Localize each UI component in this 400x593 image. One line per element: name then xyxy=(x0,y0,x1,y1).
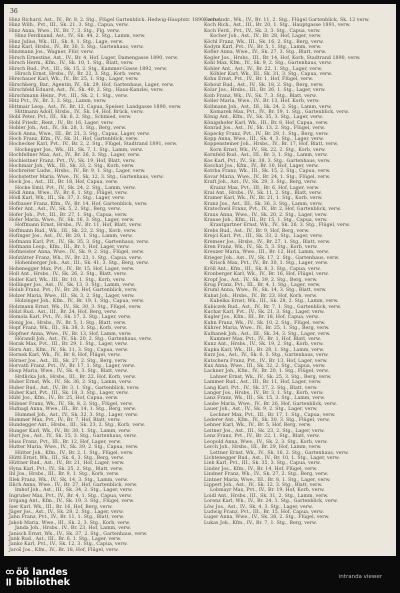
directory-entry: König Ant., Kfm., IV., Sk. 35, 3. Stg., Lager, verw. xyxy=(204,115,324,121)
directory-entry: Honig Jos., Hrsbs., IV., Br. 5, 1. Stg., Blatt, verw. xyxy=(9,320,127,326)
directory-entry: Lauer Joh., Ast., IV., Sk. 9, 2. Stg., Lager, verw. xyxy=(204,407,318,413)
directory-entry: Hofmann Karl, Pvt., IV., Sk. 35, 3. Stg., Gartenhaus, verw. xyxy=(9,239,150,245)
directory-entry: Koppensteiner Joh., Hrsbs., IV., Br. 17, Hof, Blatt, verw. xyxy=(204,142,339,148)
directory-entry: Hohenberger Joh., Ast., III., Sk. 41, 3. Stg., Berg, verw. xyxy=(15,261,150,267)
directory-entry: Hopfner Anna, Wwe., IV., Br. 13, Hof, Lamm, verw. xyxy=(9,331,132,337)
directory-entry: Hundegger Ant., Hrsbs., III., Sk. 23, 2. Stg., Korb, verw. xyxy=(9,423,146,429)
directory-entry: Kramer Karl, Wk., IV., Br. 21, 1. Stg., Korb, verw. xyxy=(204,196,323,202)
directory-entry: Kux Anna, Wwe., III., Sk. 32, 2. Stg., Capua, verw. xyxy=(204,364,326,369)
directory-entry: Koch Andr., Wk., IV., Br. 11, 2. Stg., Flügel Gartenblick, Sk. 12 verw. xyxy=(204,18,370,23)
directory-entry: Lorenz Karl, Wk., IV., Br. 24, 1. Stg., Gartenblick, verw. xyxy=(204,499,338,505)
directory-entry: Hollinger Jos., Ast., IV., Sk. 13, 3. Stg., Lamm, verw. xyxy=(9,282,136,288)
directory-entry: Kulhanek Joh., Ast., III., Sk. 34, 3. Stg., Lager, verw. xyxy=(204,331,331,337)
directory-entry: Luger Anna, Wwe., IV., Sk. 38, 2. Stg., Flügel, verw. xyxy=(204,515,330,521)
directory-entry: Hinz Karl, Hrsbs., IV., Br. 30, 3. Stg., Gartenhaus, verw. xyxy=(9,45,144,51)
directory-entry: Hochreiter Ludw., Hrsbs., IV., Br. 9, 1. Stg., Lager, verw. xyxy=(9,169,146,175)
directory-entry: Hüttner Rud., Ast., IV., Br. 21, Hof, Lager, verw. xyxy=(9,461,125,467)
directory-entry: Koch Rich., Ast., III., Br. 20, 1. Stg., Hauptgasse 1891, verw. xyxy=(204,23,351,29)
directory-entry: Hofstätter Franz, Wk., IV., Br. 23, 1. Stg., Capua, verw. xyxy=(9,255,143,261)
directory-entry: Hölzl Rud., Ast., III., Br. 24, Hof, Berg, verw. xyxy=(9,309,118,315)
directory-entry: Hrdlicka Joh., Hrsbs., III., Br. 22, Hof, Korb, verw. xyxy=(15,374,137,380)
directory-entry: Langer Jos., Hrsbs., IV., Br. 3, 1. Stg., Korb, verw. xyxy=(204,391,324,397)
directory-entry: Hochegger Jos., Wk., III., Sk. 7, 1. Stg., Lamm, verw. xyxy=(15,147,144,153)
directory-entry: Kraus Anna, Wwe., IV., Sk. 20, 2. Stg., Lager, verw. xyxy=(204,212,328,218)
directory-entry: Hinz Richard, Ast., IV., Br. 8, 2. Stg., Flügel Gartenblick. Hedwig-Hauptstr. 1890, verw. xyxy=(9,18,221,23)
directory-entry: Ingruber Max, Pvt., IV., Br. 4, 1. Stg., Capua, verw. xyxy=(9,493,132,499)
directory-entry: Korn Ernst, Wk., IV., Sk. 22, 2. Stg., Korb, verw. xyxy=(210,147,326,153)
directory-entry: Lieb Karl, Pvt., III., Sk. 35, 3. Stg., Capua, verw. xyxy=(204,461,321,467)
directory-entry: Hittmann Adolf, Hrsbs., IV., Sk. 14, Hof, Brück, verw. xyxy=(15,109,144,115)
directory-entry: Lechner Max, Pvt., III., Br. 17, 1. Stg., Capua, verw. xyxy=(210,412,336,418)
directory-entry: Homola Karl, Pvt., IV., Sk. 17, 2. Stg., Lager, verw. xyxy=(9,315,132,321)
directory-entry: Leitner Jos., Ast., III., Sk. 23, 2. Stg., Lager, verw. xyxy=(204,428,325,434)
directory-entry: Hirschauer Karl, Wk., IV., Br. 25, 1. Stg., Lager, verw. xyxy=(9,77,139,83)
directory-entry: Löw Jos., Ast., IV., Sk. 4, 3. Stg., Lager, verw. xyxy=(204,504,314,510)
directory-entry: Jahn Franz, Pvt., IV., Br. 11, 1. Stg., Blatt, verw. xyxy=(9,515,125,521)
directory-entry: Königshofer Karl, Wk., III., Br. 8, Hof, Capua, verw. xyxy=(204,120,329,126)
directory-entry: Kreuzer Maria, Wwe., III., Br. 12, Hof, Lamm, verw. xyxy=(204,250,330,256)
directory-entry: Hirschmann Heinr., Pvt., III., Sk. 2, 1. Stg., verw. xyxy=(9,93,129,99)
directory-entry: Lettner Ernst, Wk., IV., Sk. 16, 2. Stg., Gartenhaus, verw. xyxy=(210,450,349,456)
directory-entry: Lehner Karl, Wk., IV., Br. 5, Hof, Berg, verw. xyxy=(204,423,312,429)
directory-entry: Lindner Franz, Wk., IV., Sk. 27, 2. Stg., Berg, verw. xyxy=(204,472,329,478)
directory-entry: Ludwig Franz, Pvt., III., Br. 15, Hof, Capua, verw. xyxy=(204,509,324,515)
directory-entry: Hirsch Ernst, Hrsbs., IV., Br. 22, 3. Stg., Korb, verw. xyxy=(15,72,142,78)
directory-entry: Hosp Maria, Wwe., IV., Sk. 4, 3. Stg., Blatt, verw. xyxy=(9,369,129,375)
directory-entry: Kronberger Karl, Wk., IV., Br. 16, Hof, Flügel, verw. xyxy=(204,272,329,278)
directory-entry: Kührer Maria, Wwe., IV., Br. 25, 1. Stg., Berg, verw. xyxy=(204,326,330,332)
directory-entry: Hoffmann Ernst, Hrsbs., IV., Br. 11, Hof, Blatt, verw. xyxy=(15,223,142,229)
directory-entry: Hopf Franz, Wk., III., Sk. 38, 3. Stg., Korb, verw. xyxy=(9,326,128,332)
directory-entry: Hinz Julius, Wk., III., Sk. 8, 1. Stg., Lage, verw. xyxy=(9,39,124,45)
directory-entry: Horak Max, Pvt., III., Br. 29, 1. Stg., Lager, verw. xyxy=(9,342,128,348)
directory-entry: Krebs Rud., Ast., IV., Br. 9, Hof, Berg, verw. xyxy=(204,228,310,234)
directory-entry: Kruml Anna, Wwe., IV., Sk. 14, 3. Stg., Blatt, verw. xyxy=(204,288,327,294)
directory-entry: Hirschberg, Bar., Agentin, IV., Sk. 29, Hof, Gartenhaus, Lager, verw. xyxy=(9,82,175,88)
directory-entry: Iser Karl, Wk., III., Br. 16, Hof, Berg, verw. xyxy=(9,504,113,510)
directory-entry: Holl Ant., Hrsbs., IV., Sk. 26, 2. Stg., Blatt, verw. xyxy=(9,272,127,278)
directory-entry: Hübl Jos., Kfm., IV., Br. 25, Hof, Capua, verw. xyxy=(9,396,119,402)
directory-entry: Krautgartner Ernst, Wk., IV., Sk. 26, 3. Stg., Flügel, verw. xyxy=(210,223,350,229)
directory-entry: Jank Rud., Ast., III., Br. 6, 1. Stg., Lager, verw. xyxy=(9,537,122,542)
directory-entry: Hock Jos., Ast., III., Br. 18, Hof, Capua, verw. xyxy=(9,180,119,186)
directory-entry: Konrad Jos., Ast., IV., Sk. 13, 2. Stg., Flügel, verw. xyxy=(204,126,326,132)
directory-entry: Irrgang Ant., Kfm., IV., Sk. 19, 3. Stg., Flügel, verw. xyxy=(9,499,135,505)
directory-entry: Kral Ant., Hrsbs., IV., Sk. 11, 2. Stg., Blatt, verw. xyxy=(204,191,323,196)
directory-entry: Hummer Max, Pvt., IV., Br. 7, Hof, Blatt, verw. xyxy=(9,418,121,424)
directory-entry: Hutter Maria, Wwe., IV., Sk. 39, 2. Stg., Capua, verw. xyxy=(9,445,139,451)
directory-entry: Lichtenegger Rud., Ast., IV., Br. 10, 1. Stg., Lager, verw. xyxy=(204,455,340,461)
directory-entry: Kubiczek Rud., Ast., IV., Br. 7, 1. Stg., Gartenblick, verw. xyxy=(204,304,342,310)
directory-entry: Hocke Emil, Pvt., IV., Sk. 24, 2. Stg., Lamm, verw. xyxy=(15,185,136,191)
directory-entry: Kovar Maria, Wwe., IV., Br. 24, 1. Stg., Flügel, verw. xyxy=(204,174,331,180)
directory-entry: Hofer Joh., Pvt., III., Br. 27, 1. Stg., Capua, verw. xyxy=(9,212,128,218)
directory-entry: Kuchar Karl, Pvt., IV., Sk. 21, 3. Stg., Lager, verw. xyxy=(204,309,325,315)
page-number: 36 xyxy=(10,8,18,15)
directory-entry: Hofmeister Anna, Wwe., IV., Sk. 9, 2. Stg., Flügel, verw. xyxy=(9,250,145,256)
directory-entry: Hochleitner Franz, Pvt., IV., Sk. 19, Hof, Blatt, verw. xyxy=(9,158,136,164)
directory-entry: Hochfellner Max, Ast., IV., Br. 26, 3. Stg., Lager, verw. xyxy=(9,153,141,159)
directory-entry: Holzer Maria, Wwe., III., Sk. 3, 2. Stg., Lager, verw. xyxy=(9,293,135,299)
directory-entry: Hornek Karl, Wk., IV., Br. 8, Hof, Flügel, verw. xyxy=(9,353,121,359)
directory-entry: Hittmair Leop., Ast., IV., Br. 12, Capua, Speiser, Landgasse 1890, verw. xyxy=(9,104,182,110)
directory-entry: Kohout Rud., Ast., IV., Sk. 18, 2. Stg., Berg, verw. xyxy=(204,82,324,88)
left-column xyxy=(9,18,221,553)
directory-entry: Hirschfeld Eduard, Ast., IV., Sk. 40, 2. Stg., Haus-Kanzlei, verw. xyxy=(9,88,164,94)
directory-entry: Hödl Anna, Wwe., IV., Br. 6, 1. Stg., Flügel, verw. xyxy=(9,191,128,196)
directory-entry: Kollmann Joh., Ast., III., Sk. 24, 2. Stg., Lamm, verw. xyxy=(204,104,332,110)
directory-entry: Hirsch Rud., Pvt., III., Sk. 15, 2. Stg., Kammer-Gasse 1892, verw. xyxy=(9,66,168,72)
directory-entry: Hofbauer Franz, Kfm., IV., Br. 14, Hof, Gartenblick, verw. xyxy=(9,201,148,207)
directory-entry: Hofmann Leop., Kfm., III., Br. 1, Hof, Lager, verw. xyxy=(9,245,130,251)
directory-entry: Hyna Karl, Pvt., IV., Sk. 25, 2. Stg., Blatt, verw. xyxy=(9,466,124,472)
directory-entry: Kornfeld Rud., Ast., III., Br. 3, 1. Stg., Lamm, verw. xyxy=(204,153,328,159)
directory-entry: Illich Anna, Wwe., IV., Br. 27, Hof, Gartenblick, verw. xyxy=(9,482,138,488)
directory-entry: Kren Franz, Wk., IV., Sk. 5, 3. Stg., Korb, verw. xyxy=(204,245,318,251)
directory-entry: Krejci Karl, Pvt., III., Sk. 33, 2. Stg., Lager, verw. xyxy=(204,234,323,240)
directory-entry: Kolar Jos., Hrsbs., III., Br. 26, 1. Stg., Lager, verw. xyxy=(204,88,326,94)
directory-entry: Hofer Maria, Wwe., IV., Sk. 16, 3. Stg., Lager, verw. xyxy=(9,218,135,224)
directory-entry: Köchl Franz, Wk., III., Sk. 16, 2. Stg., Berg, verw. xyxy=(204,39,324,45)
directory-entry: Hörner Jos., Ast., III., Sk. 27, 2. Stg., Berg, verw. xyxy=(9,358,128,364)
directory-entry: Linder Jos., Kfm., IV., Br. 14, Hof, Flügel, verw. xyxy=(204,466,318,472)
directory-entry: Kurz Jos., Ast., IV., Sk. 6, 3. Stg., Gartenhaus, verw. xyxy=(204,353,329,359)
directory-entry: Lobmayr Max, Pvt., IV., Br. 19, Hof, Korb, verw. xyxy=(210,488,325,494)
directory-entry: Hochecker Karl, Pvt., IV., Br. 2, 2. Stg., Flügel, Stadtrand 1891, verw. xyxy=(9,142,178,148)
directory-entry: Hirsch Ernestine, Ast., IV., Br. 4, Hof, Luger, Damengasse 1890, verw. xyxy=(9,55,179,61)
directory-entry: Hochmair Joh., Wk., III., Sk. 33, 2. Stg., Korb, verw. xyxy=(9,163,135,169)
directory-entry: Loidl Ant., Hrsbs., III., Sk. 31, 2. Stg., Lamm, verw. xyxy=(204,493,329,499)
directory-entry: Illek Franz, Wk., IV., Sk. 14, 3. Stg., Lamm, verw. xyxy=(9,477,129,483)
directory-entry: Janda Joh., Hrsbs., IV., Br. 23, Hof, Lamm, verw. xyxy=(15,526,132,532)
directory-entry: Jakob Maria, Wwe., III., Sk. 2, 3. Stg., Korb, verw. xyxy=(9,520,131,526)
directory-entry: Hödl Karl, Wk., III., Sk. 37, 3. Stg., Lager, verw. xyxy=(9,196,126,202)
directory-entry: Hoffmann Rud., Wk., III., Sk. 22, 2. Stg., Korb, verw. xyxy=(9,228,137,234)
directory-entry: Kummer Max, Pvt., IV., Br. 1, Hof, Blatt, verw. xyxy=(210,336,322,342)
directory-entry: Huss Franz, Pvt., III., Br. 12, Hof, Lager, verw. xyxy=(9,439,122,445)
directory-entry: Janisch Ernst, Wk., IV., Sk. 37, 2. Stg., Gartenhaus, verw. xyxy=(9,531,148,537)
directory-entry: Kopecky Franz, Pvt., IV., Br. 29, 1. Stg., Berg, verw. xyxy=(204,131,329,137)
directory-entry: Holler Karl, Wk., III., Br. 10, 1. Stg., Korb, verw. xyxy=(9,277,126,283)
directory-entry: Lintner Maria, Wwe., III., Br. 8, 1. Stg., Lager, verw. xyxy=(204,477,331,483)
directory-entry: Holub Franz, Pvt., IV., Br. 28, Hof, Gartenblick, verw. xyxy=(9,288,138,294)
directory-entry: Horn Ant., Kfm., IV., Sk. 11, 3. Stg., Capua, verw. xyxy=(9,347,129,353)
directory-entry: Hinz Ferdinand, Ast., IV., Sk. 44, 2. Stg., Lamm, verw. xyxy=(15,34,146,40)
directory-entry: Jäger Jos., Ast., IV., Sk. 28, 2. Stg., Lager, verw. xyxy=(9,509,124,515)
directory-entry: Kofler Anna, Wwe., IV., Sk. 27, 3. Stg., Blatt, verw. xyxy=(204,50,327,56)
directory-entry: Kutschera Franz, Pvt., IV., Br. 13, Hof, Lager, verw. xyxy=(204,358,328,364)
directory-entry: Hufnagl Anna, Wwe., III., Br. 14, 1. Stg., Berg, verw. xyxy=(9,407,137,413)
directory-entry: Hobl Friedr., Rent., IV., Br. 16, Lager, verw. xyxy=(9,120,114,126)
directory-entry: Hobler Joh., Ast., IV., Sk. 28, 1. Stg., Berg, verw. xyxy=(9,126,127,132)
directory-entry: Hütter Joh., Kfm., IV., Br. 2, 1. Stg., Flügel, verw. xyxy=(15,450,134,456)
directory-entry: Kratochwil Franz, Pvt., IV., Br. 2, Hof, Gartenblick, verw. xyxy=(204,207,342,213)
document-page xyxy=(4,4,396,556)
directory-entry: Hinz Wilh., Pvt., III., Sk. 21, 3. Stg., Capua, verw. xyxy=(9,23,129,29)
viewer-label: intranda viewer xyxy=(338,574,382,580)
directory-entry: Lenz Franz, Pvt., IV., Br. 22, 1. Stg., Blatt, verw. xyxy=(204,434,320,440)
directory-entry: Hitz Pvt., IV., Br. 3, 3. Stg., Lamm, verw. xyxy=(9,99,107,105)
directory-entry: Krug Franz, Pvt., III., Br. 4, 1. Stg., Lager, verw. xyxy=(204,282,321,288)
directory-entry: Kodym Karl, Pvt., IV., Br. 5, 1. Stg., Lamm, verw. xyxy=(204,45,322,51)
directory-entry: Hinz Anna, Wwe., IV., Br. 7, 3. Stg., Flg. verw. xyxy=(9,28,121,34)
directory-entry: Koch Ferd., Pvt., IV., Sk. 3, 3. Stg., Capua, verw. xyxy=(204,28,321,34)
directory-entry: Hinzmann Jos., Wagner, Flür, verw. xyxy=(9,50,94,56)
directory-entry: Kropf Jos., Ast., IV., Sk. 39, 2. Stg., Berg, verw. xyxy=(204,277,318,283)
directory-entry: Kunz Ant., Hrsbs., IV., Sk. 19, 2. Stg., Korb, verw. xyxy=(204,342,324,348)
directory-entry: Kocher Joh., Ast., IV., Br. 28, Hof, Lager, verw. xyxy=(210,34,322,40)
directory-entry: Kuhn Franz, Wk., IV., Sk. 10, 2. Stg., Flügel, verw. xyxy=(204,320,326,326)
directory-entry: Janko Karl, Pvt., IV., Sk. 12, 3. Stg., Capua, verw. xyxy=(9,542,128,548)
directory-entry: Holzmann Ernst, Wk., IV., Sk. 30, 3. Stg., Flügel, verw. xyxy=(9,304,142,310)
directory-entry: Hurt Jos., Ast., IV., Sk. 15, 3. Stg., Gartenhaus, verw. xyxy=(9,434,137,440)
directory-entry: Krieger Joh., Ast., IV., Sk. 17, 2. Stg., Gartenhaus, verw. xyxy=(204,255,340,261)
directory-entry: Kröll Ant., Kfm., III., Sk. 8, 3. Stg., Capua, verw. xyxy=(204,266,321,272)
directory-entry: Kolb Franz, Wk., IV., Sk. 7, 3. Stg., Blatt, verw. xyxy=(204,93,318,99)
directory-entry: Kremser Jos., Hrsbs., IV., Br. 27, 1. Stg., Blatt, verw. xyxy=(204,239,331,245)
directory-entry: Komarek Max, Pvt., IV., Br. 19, 1. Stg., Gartenblick, verw. xyxy=(210,109,350,115)
directory-entry: Hohenegger Max, Pvt., IV., Br. 15, Hof, Lager, verw. xyxy=(9,266,135,272)
directory-entry: Lederer Ant., Kfm., IV., Sk. 30, 3. Stg., Flügel, verw. xyxy=(204,418,331,424)
directory-entry: Kugler Jos., Kfm., III., Br. 18, Hof, Capua, verw. xyxy=(204,315,320,321)
directory-entry: Lanz Franz, Wk., III., Sk. 15, 3. Stg., Lamm, verw. xyxy=(204,396,326,402)
directory-entry: Ihl Jos., Hrsbs., III., Br. 9, 1. Stg., Korb, verw. xyxy=(9,472,120,478)
directory-entry: Lippert Joh., Ast., IV., Sk. 12, 3. Stg., Blatt, verw. xyxy=(204,482,323,488)
directory-entry: Hummel Joh., Ast., IV., Sk. 32, 3. Stg., Lager, verw. xyxy=(15,412,139,418)
directory-entry: Koschat Jos., Kfm., IV., Br. 10, Hof, Lager, verw. xyxy=(204,163,320,169)
directory-entry: Hofinger Jos., Ast., IV., Br. 20, 1. Stg., Lamm, verw. xyxy=(9,234,133,240)
directory-entry: Horvath Franz, Pvt., IV., Br. 17, 1. Stg., Lager, verw. xyxy=(9,364,136,369)
directory-entry: Hobl Peter, Pvt., III., Sk. 6, 2. Stg., Schmied, verw. xyxy=(9,115,132,121)
directory-entry: Kohn Ernst, Pvt., IV., Br. 1, Hof, Flügel, verw. xyxy=(204,77,314,83)
directory-entry: Lammer Rud., Ast., III., Br. 11, Hof, Lager, verw. xyxy=(204,380,322,386)
right-column xyxy=(204,18,392,526)
directory-entry: Kohler Ant., Ast., IV., Br. 22, 1. Stg., Lager, verw. xyxy=(204,66,323,72)
directory-entry: Hoch Anna, Wwe., III., Br. 21, 3. Stg., Capua, Lager, verw. xyxy=(9,131,151,137)
directory-entry: Huber Karl, Pvt., III., Sk. 18, 3. Stg., Lager, verw. xyxy=(9,391,129,397)
directory-entry: Lahner Ernst, Wk., IV., Sk. 25, 3. Stg., Berg, verw. xyxy=(210,374,332,380)
directory-entry: Kos Karl, Pvt., IV., Sk. 38, 3. Stg., Gartenhaus, verw. xyxy=(204,158,331,164)
directory-entry: Laube Maria, Wwe., IV., Br. 26, Hof, Gartenblick, verw. xyxy=(204,401,338,407)
directory-entry: Kupka Karl, Wk., III., Br. 28, 1. Stg., Lamm, verw. xyxy=(204,347,325,353)
directory-entry: Lang Karl, Pvt., IV., Sk. 37, 2. Stg., Blatt, verw. xyxy=(204,385,318,391)
directory-entry: Imhof Joh., Ast., III., Sk. 34, 2. Stg., Lager, verw. xyxy=(15,488,133,494)
logo-line-2: bibliothek xyxy=(16,577,70,588)
directory-entry: Hörandl Joh., Ast., IV., Sk. 20, 2. Stg., Gartenhaus, verw. xyxy=(15,336,152,342)
directory-entry: Huber Rud., Ast., IV., Br. 3, 1. Stg., Gartenblick, verw. xyxy=(9,385,140,391)
directory-entry: Jaroš Jos., Kfm., IV., Br. 18, Hof, Flügel, verw. xyxy=(9,547,119,553)
directory-entry: Hoch Franz, Kfm., IV., Sk. 31, Hof, Gartenblick, verw. xyxy=(9,136,139,142)
directory-entry: Köhler Karl, Wk., III., Sk. 31, 3. Stg., Capua, verw. xyxy=(210,72,333,78)
directory-entry: Kopp Anna, Wwe., III., Sk. 4, 3. Stg., Lager, verw. xyxy=(204,136,325,142)
directory-entry: Krause Joh., Kfm., III., Br. 15, 1. Stg., Capua, verw. xyxy=(204,218,328,224)
logo-line-1: öö landes xyxy=(16,567,68,578)
directory-entry: Lerch Joh., Hrsbs., III., Br. 29, Hof, Lamm, verw. xyxy=(204,445,322,451)
directory-entry: Kogler Jos., Hrsbs., III., Br. 14, Hof, Korb, Stadtrand 1890, verw. xyxy=(204,55,361,61)
directory-entry: Kohl Max, Kfm., IV., Sk. 9, 2. Stg., Gartenhaus, verw. xyxy=(204,61,332,67)
directory-entry: Kranz Jos., Ast., III., Sk. 36, 3. Stg., Lamm, verw. xyxy=(204,201,323,207)
directory-entry: Hirsch Herm., Kfm., IV., Sk. 10, 1. Stg., Blatt, verw. xyxy=(9,61,134,67)
directory-entry: Hübner Franz, Wk., IV., Sk. 8, 2. Stg., Flügel, verw. xyxy=(9,401,134,407)
directory-entry: Krisch Max, Pvt., IV., Br. 30, 1. Stg., Lager, verw. xyxy=(210,261,329,267)
directory-entry: Lukas Joh., Kfm., IV., Br. 7, 1. Stg., Berg, verw. xyxy=(204,520,318,526)
directory-entry: Lackner Joh., Kfm., IV., Br. 20, 1. Stg., Flügel, verw. xyxy=(204,369,330,375)
directory-entry: Holzinger Joh., Kfm., IV., Br. 19, 1. Stg., Capua, verw. xyxy=(15,299,145,305)
directory-entry: Krainz Max, Pvt., III., Br. 6, Hof, Lager, verw. xyxy=(210,185,320,191)
directory-entry: Hüttl Ernst, Wk., III., Sk. 6, 3. Stg., Berg, verw. xyxy=(9,455,125,461)
logo-bars-icon xyxy=(6,578,14,586)
directory-entry: Kubat Joh., Hrsbs., IV., Br. 23, Hof, Korb, verw. xyxy=(204,293,318,299)
library-logo[interactable] xyxy=(6,568,70,588)
directory-entry: Kubelka Ernst, Wk., III., Sk. 28, 2. Stg., Lamm, verw. xyxy=(210,299,339,305)
directory-entry: Koller Maria, Wwe., IV., Br. 13, Hof, Korb, verw. xyxy=(204,99,320,105)
directory-entry: Hochstetter Maria, Wwe., IV., Sk. 12, 3. Stg., Gartenhaus, verw. xyxy=(9,174,164,180)
directory-entry: Kraft Joh., Ast., IV., Sk. 29, 3. Stg., Berg, verw. xyxy=(204,180,317,186)
directory-entry: Huber Ernst, Wk., IV., Sk. 36, 2. Stg., Lamm, verw. xyxy=(9,380,133,386)
directory-entry: Hofer Ant., Ast., IV., Sk. 5, 2. Stg., Berg, verw. xyxy=(9,207,122,213)
directory-entry: Leopold Anna, Wwe., IV., Sk. 2, 3. Stg., Korb, verw. xyxy=(204,439,328,445)
directory-entry: Kotrba Franz, Wk., III., Sk. 15, 2. Stg., Capua, verw. xyxy=(204,169,331,175)
logo-mark-icon xyxy=(6,568,14,576)
directory-entry: Hunger Karl, Wk., IV., Br. 30, 1. Stg., Lamm, verw. xyxy=(9,428,132,434)
